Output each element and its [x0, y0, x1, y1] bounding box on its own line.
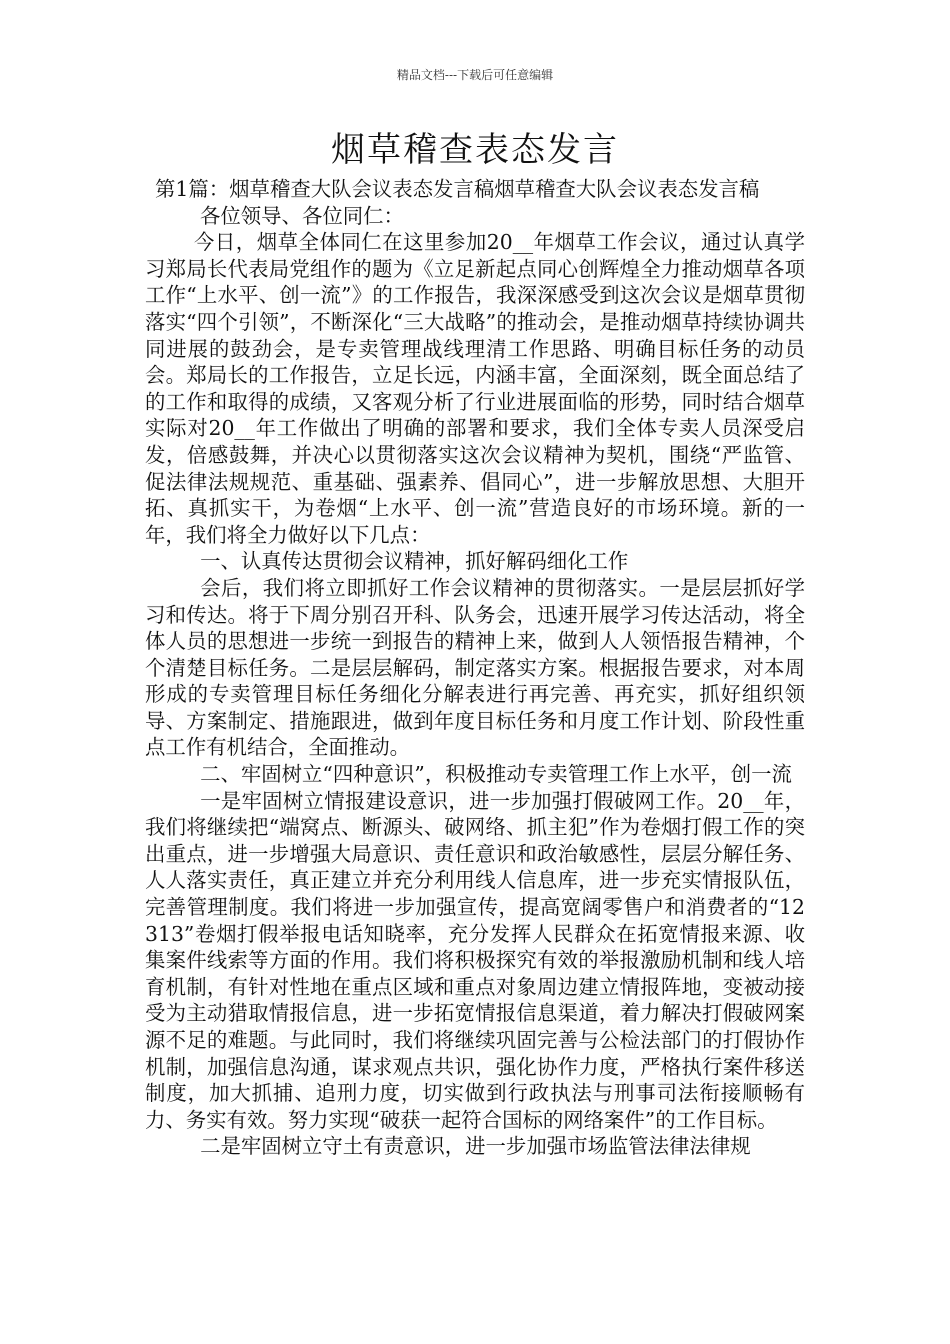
document-body: [145, 176, 805, 1160]
page-header: 精品文档---下载后可任意编辑: [396, 68, 554, 82]
body-paragraph: 今日，烟草全体同仁在这里参加20__年烟草工作会议，通过认真学习郑局长代表局党组作的题为《立足新起点同心创辉煌全力推动烟草各项工作“上水平、创一流”》的工作报告，我深深感受到这次会议是烟草贯彻落实“四个引领”，不断深化“三大战略”的推动会，是推动烟草持续协调共同进展的鼓劲会，是专卖管理战线理清工作思路、明确目标任务的动员会。郑局长的工作报告，立足长远，内涵丰富，全面深刻，既全面总结了的工作和取得的成绩，又客观分析了行业进展面临的形势，同时结合烟草实际对20__年工作做出了明确的部署和要求，我们全体专卖人员深受启发，倍感鼓舞，并决心以贯彻落实这次会议精神为契机，围绕“严监管、促法律法规规范、重基础、强素养、倡同心”，进一步解放思想、大胆开拓、真抓实干，为卷烟“上水平、创一流”营造良好的市场环境。新的一年，我们将全力做好以下几点：: [145, 230, 805, 547]
section-heading: 二、牢固树立“四种意识”，积极推动专卖管理工作上水平，创一流: [200, 762, 792, 787]
document-title: 烟草稽查表态发言: [331, 130, 619, 170]
body-paragraph: 一是牢固树立情报建设意识，进一步加强打假破网工作。20__年，我们将继续把“端窝点、断源头、破网络、抓主犯”作为卷烟打假工作的突出重点，进一步增强大局意识、责任意识和政治敏感性，层层分解任务、人人落实责任，真正建立并充分利用线人信息库，进一步充实情报队伍，完善管理制度。我们将进一步加强宣传，提高宽阔零售户和消费者的“12313”卷烟打假举报电话知晓率，充分发挥人民群众在拓宽情报来源、收集案件线索等方面的作用。我们将积极探究有效的举报激励机制和线人培育机制，有针对性地在重点区域和重点对象周边建立情报阵地，变被动接受为主动猎取情报信息，进一步拓宽情报信息渠道，着力解决打假破网案源不足的难题。与此同时，我们将继续巩固完善与公检法部门的打假协作机制，加强信息沟通，谋求观点共识，强化协作力度，严格执行案件移送制度，加大抓捕、追刑力度，切实做到行政执法与刑事司法衔接顺畅有力、务实有效。努力实现“破获一起符合国标的网络案件”的工作目标。: [145, 788, 805, 1132]
greeting-line: 各位领导、各位同仁：: [200, 203, 404, 228]
body-paragraph: 会后，我们将立即抓好工作会议精神的贯彻落实。一是层层抓好学习和传达。将于下周分别召开科、队务会，迅速开展学习传达活动，将全体人员的思想进一步统一到报告的精神上来，做到人人领悟报告精神，个个清楚目标任务。二是层层解码，制定落实方案。根据报告要求，对本周形成的专卖管理目标任务细化分解表进行再完善、再充实，抓好组织领导、方案制定、措施跟进，做到年度目标任务和月度工作计划、阶段性重点工作有机结合，全面推动。: [145, 575, 805, 760]
article-subtitle: 第1篇：烟草稽查大队会议表态发言稿烟草稽查大队会议表态发言稿: [155, 177, 760, 201]
body-paragraph: 二是牢固树立守土有责意识，进一步加强市场监管法律法律规: [200, 1134, 751, 1159]
section-heading: 一、认真传达贯彻会议精神，抓好解码细化工作: [200, 549, 629, 574]
